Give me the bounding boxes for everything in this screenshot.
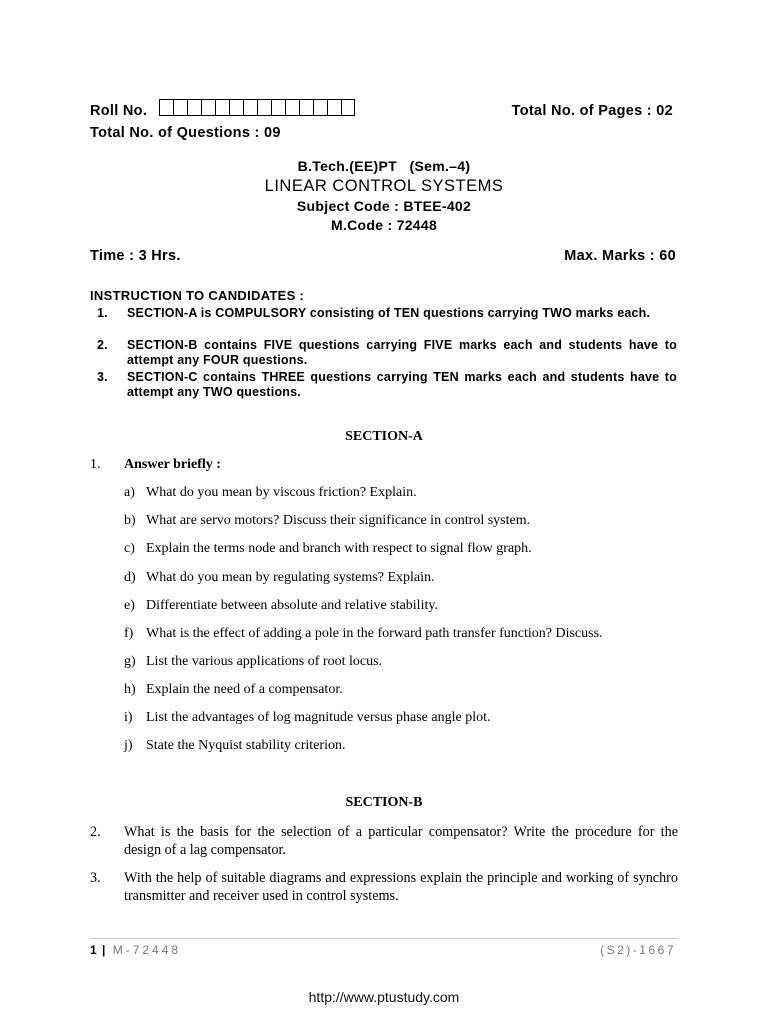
sub-question-text: What do you mean by viscous friction? Explain. [146,485,417,500]
sub-question-text: What are servo motors? Discuss their significance in control system. [146,513,531,528]
section-a-heading: SECTION-A [345,429,423,444]
roll-no-box[interactable] [257,99,271,116]
sub-question [124,541,684,557]
source-url-link[interactable]: http://www.ptustudy.com [308,989,460,1005]
sub-question-text: Differentiate between absolute and relative stability. [146,598,438,613]
question-number: 3. [90,870,101,886]
question-text: What is the basis for the selection of a particular compensator? Write the procedure for the design of a lag compensator. [124,824,678,858]
instruction-text: SECTION-B contains FIVE questions carrying FIVE marks each and students have to attempt any FOUR questions. [127,338,677,367]
page-title: LINEAR CONTROL SYSTEMS [264,177,504,195]
page-number: 1 | [90,943,107,957]
sub-question [124,626,684,642]
sub-question [124,513,684,529]
sub-question-letter: b) [124,513,136,528]
total-pages-label: Total No. of Pages : 02 [511,103,673,119]
sub-question-letter: i) [124,710,133,725]
sub-question-letter: c) [124,541,135,556]
sub-question [124,682,684,698]
footer-mcode: M-72448 [112,943,182,957]
section-b-heading: SECTION-B [345,795,423,810]
sub-question-text: Explain the terms node and branch with respect to signal flow graph. [146,541,532,556]
subject-code: Subject Code : BTEE-402 [296,198,472,214]
roll-no-box[interactable] [173,99,187,116]
total-questions-label: Total No. of Questions : 09 [90,125,281,141]
roll-no-label: Roll No. [90,103,148,119]
question-text: With the help of suitable diagrams and expressions explain the principle and working of synchro transmitter and receiver used in control systems. [124,870,678,904]
roll-no-box[interactable] [201,99,215,116]
sub-question [124,598,684,614]
roll-no-boxes[interactable] [159,99,355,116]
instructions-heading: INSTRUCTION TO CANDIDATES : [90,288,305,303]
sub-question-letter: h) [124,682,136,697]
sub-question [124,485,684,501]
instruction-item [97,338,677,367]
m-code: M.Code : 72448 [330,217,438,233]
roll-no-box[interactable] [327,99,341,116]
sub-question [124,738,684,754]
question-item [90,823,678,859]
instruction-text: SECTION-C contains THREE questions carrying TEN marks each and students have to attempt any TWO questions. [127,370,677,399]
question-number: 2. [90,824,101,840]
sub-question-letter: j) [124,738,133,753]
instruction-number: 1. [97,306,108,320]
instruction-number: 2. [97,338,108,352]
roll-no-box[interactable] [299,99,313,116]
roll-no-box[interactable] [243,99,257,116]
sub-question-text: State the Nyquist stability criterion. [146,738,346,753]
time-label: Time : 3 Hrs. [90,248,181,264]
sub-question-text: What is the effect of adding a pole in the forward path transfer function? Discuss. [146,626,603,641]
sub-question [124,654,684,670]
roll-no-box[interactable] [271,99,285,116]
roll-no-box[interactable] [229,99,243,116]
question-label: Answer briefly : [124,457,221,472]
sub-question-text: What do you mean by regulating systems? Explain. [146,570,435,585]
sub-question-letter: e) [124,598,135,613]
question-number: 1. [90,457,101,472]
roll-no-box[interactable] [341,99,355,116]
roll-no-box[interactable] [159,99,173,116]
instruction-item [97,306,677,321]
sub-question-letter: a) [124,485,135,500]
instruction-number: 3. [97,370,108,384]
roll-no-box[interactable] [187,99,201,116]
sub-question-text: List the various applications of root locus. [146,654,383,669]
program-line: B.Tech.(EE)PT (Sem.–4) [297,158,471,174]
sub-question [124,710,684,726]
instruction-text: SECTION-A is COMPULSORY consisting of TEN questions carrying TWO marks each. [127,306,651,320]
sub-question-letter: d) [124,570,136,585]
sub-question-text: Explain the need of a compensator. [146,682,343,697]
sub-question-letter: f) [124,626,134,641]
roll-no-box[interactable] [313,99,327,116]
sub-question-text: List the advantages of log magnitude versus phase angle plot. [146,710,491,725]
footer-divider [90,938,678,939]
question-item [90,869,678,905]
instruction-item [97,370,677,399]
sub-question [124,570,684,586]
roll-no-box[interactable] [285,99,299,116]
footer-left [90,943,181,957]
max-marks-label: Max. Marks : 60 [564,248,676,264]
sub-question-letter: g) [124,654,136,669]
roll-no-box[interactable] [215,99,229,116]
footer-code: (S2)-1667 [600,943,676,957]
